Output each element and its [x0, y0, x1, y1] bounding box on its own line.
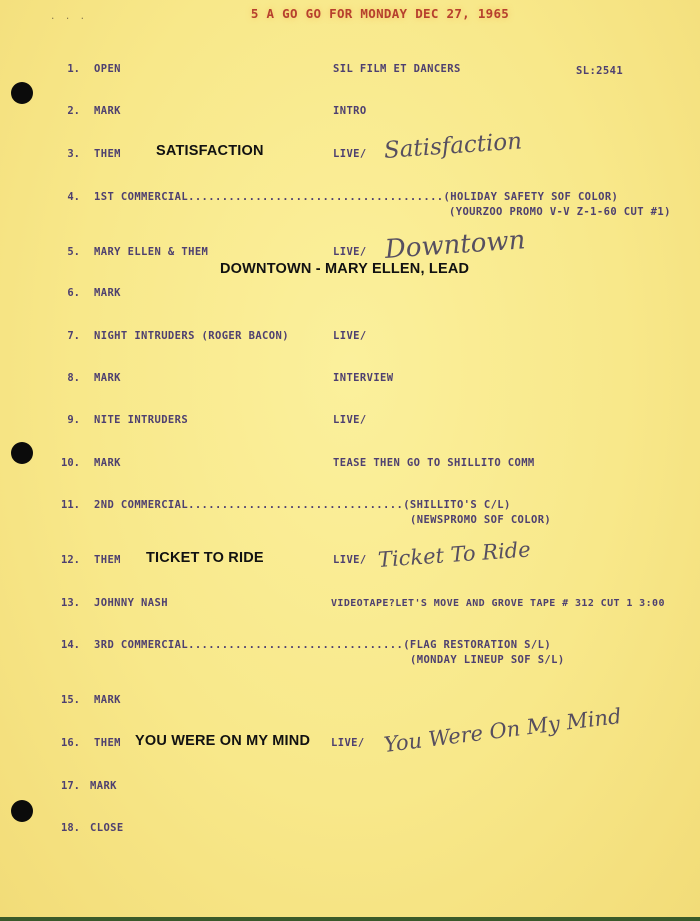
row-number: 3. — [67, 148, 80, 160]
row-segment: THEM — [94, 554, 121, 566]
song-label: YOU WERE ON MY MIND — [135, 733, 311, 749]
row-segment: CLOSE — [90, 822, 124, 834]
row-detail-line2: (YOURZOO PROMO V-V Z-1-60 CUT #1) — [449, 206, 671, 218]
row-detail: LIVE/ — [333, 148, 367, 160]
row-segment: 1ST COMMERCIAL......................................(HOLIDAY SAFETY SOF COLOR) — [94, 191, 619, 203]
row-number: 8. — [67, 372, 80, 384]
row-number: 15. — [61, 694, 80, 706]
page-title: 5 A GO GO FOR MONDAY DEC 27, 1965 — [250, 6, 510, 21]
handwritten-note: Downtown — [383, 225, 527, 265]
row-segment: 3RD COMMERCIAL................................(FLAG RESTORATION S/L) — [94, 639, 552, 651]
row-number: 13. — [61, 597, 80, 609]
song-label: DOWNTOWN - MARY ELLEN, LEAD — [220, 261, 470, 277]
row-detail-line2: (MONDAY LINEUP SOF S/L) — [410, 654, 565, 666]
row-segment: MARK — [94, 694, 121, 706]
row-detail: TEASE THEN GO TO SHILLITO COMM — [333, 457, 535, 469]
row-segment: 2ND COMMERCIAL................................(SHILLITO'S C/L) — [94, 499, 511, 511]
row-number: 18. — [61, 822, 80, 834]
row-number: 10. — [61, 457, 80, 469]
paper-specks: . . . — [50, 12, 88, 22]
punch-hole-icon — [11, 442, 33, 464]
row-segment: MARY ELLEN & THEM — [94, 246, 209, 258]
row-detail: VIDEOTAPE?LET'S MOVE AND GROVE TAPE # 312 CUT 1 3:00 — [331, 598, 665, 609]
row-number: 9. — [67, 414, 80, 426]
row-segment: OPEN — [94, 63, 121, 75]
row-number: 2. — [67, 105, 80, 117]
row-detail: SIL FILM ET DANCERS — [333, 63, 461, 75]
row-segment: MARK — [94, 457, 121, 469]
row-segment: JOHNNY NASH — [94, 597, 168, 609]
song-label: SATISFACTION — [156, 143, 264, 159]
row-number: 7. — [67, 330, 80, 342]
row-detail: LIVE/ — [333, 330, 367, 342]
row-segment: NIGHT INTRUDERS (ROGER BACON) — [94, 330, 289, 342]
row-number: 4. — [67, 191, 80, 203]
row-segment: MARK — [94, 105, 121, 117]
handwritten-note: Ticket To Ride — [377, 537, 532, 572]
row-number: 14. — [61, 639, 80, 651]
row-number: 12. — [61, 554, 80, 566]
row-segment: NITE INTRUDERS — [94, 414, 189, 426]
row-detail: LIVE/ — [333, 246, 367, 258]
row-detail: INTRO — [333, 105, 367, 117]
row-number: 16. — [61, 737, 80, 749]
handwritten-note: You Were On My Mind — [382, 703, 623, 757]
row-segment: MARK — [90, 780, 117, 792]
song-label: TICKET TO RIDE — [146, 550, 264, 566]
row-segment: MARK — [94, 372, 121, 384]
row-detail: LIVE/ — [331, 737, 365, 749]
row-number: 5. — [67, 246, 80, 258]
row-number: 11. — [61, 499, 80, 511]
row-number: 1. — [67, 63, 80, 75]
row-detail: LIVE/ — [333, 414, 367, 426]
row-segment: THEM — [94, 148, 121, 160]
row-number: 6. — [67, 287, 80, 299]
punch-hole-icon — [11, 82, 33, 104]
punch-hole-icon — [11, 800, 33, 822]
row-detail-line2: (NEWSPROMO SOF COLOR) — [410, 514, 552, 526]
row-detail: INTERVIEW — [333, 372, 394, 384]
row-segment: THEM — [94, 737, 121, 749]
row-extra: SL:2541 — [576, 65, 624, 77]
row-number: 17. — [61, 780, 80, 792]
row-segment: MARK — [94, 287, 121, 299]
row-detail: LIVE/ — [333, 554, 367, 566]
handwritten-note: Satisfaction — [383, 128, 523, 164]
page-bottom-edge — [0, 917, 700, 921]
